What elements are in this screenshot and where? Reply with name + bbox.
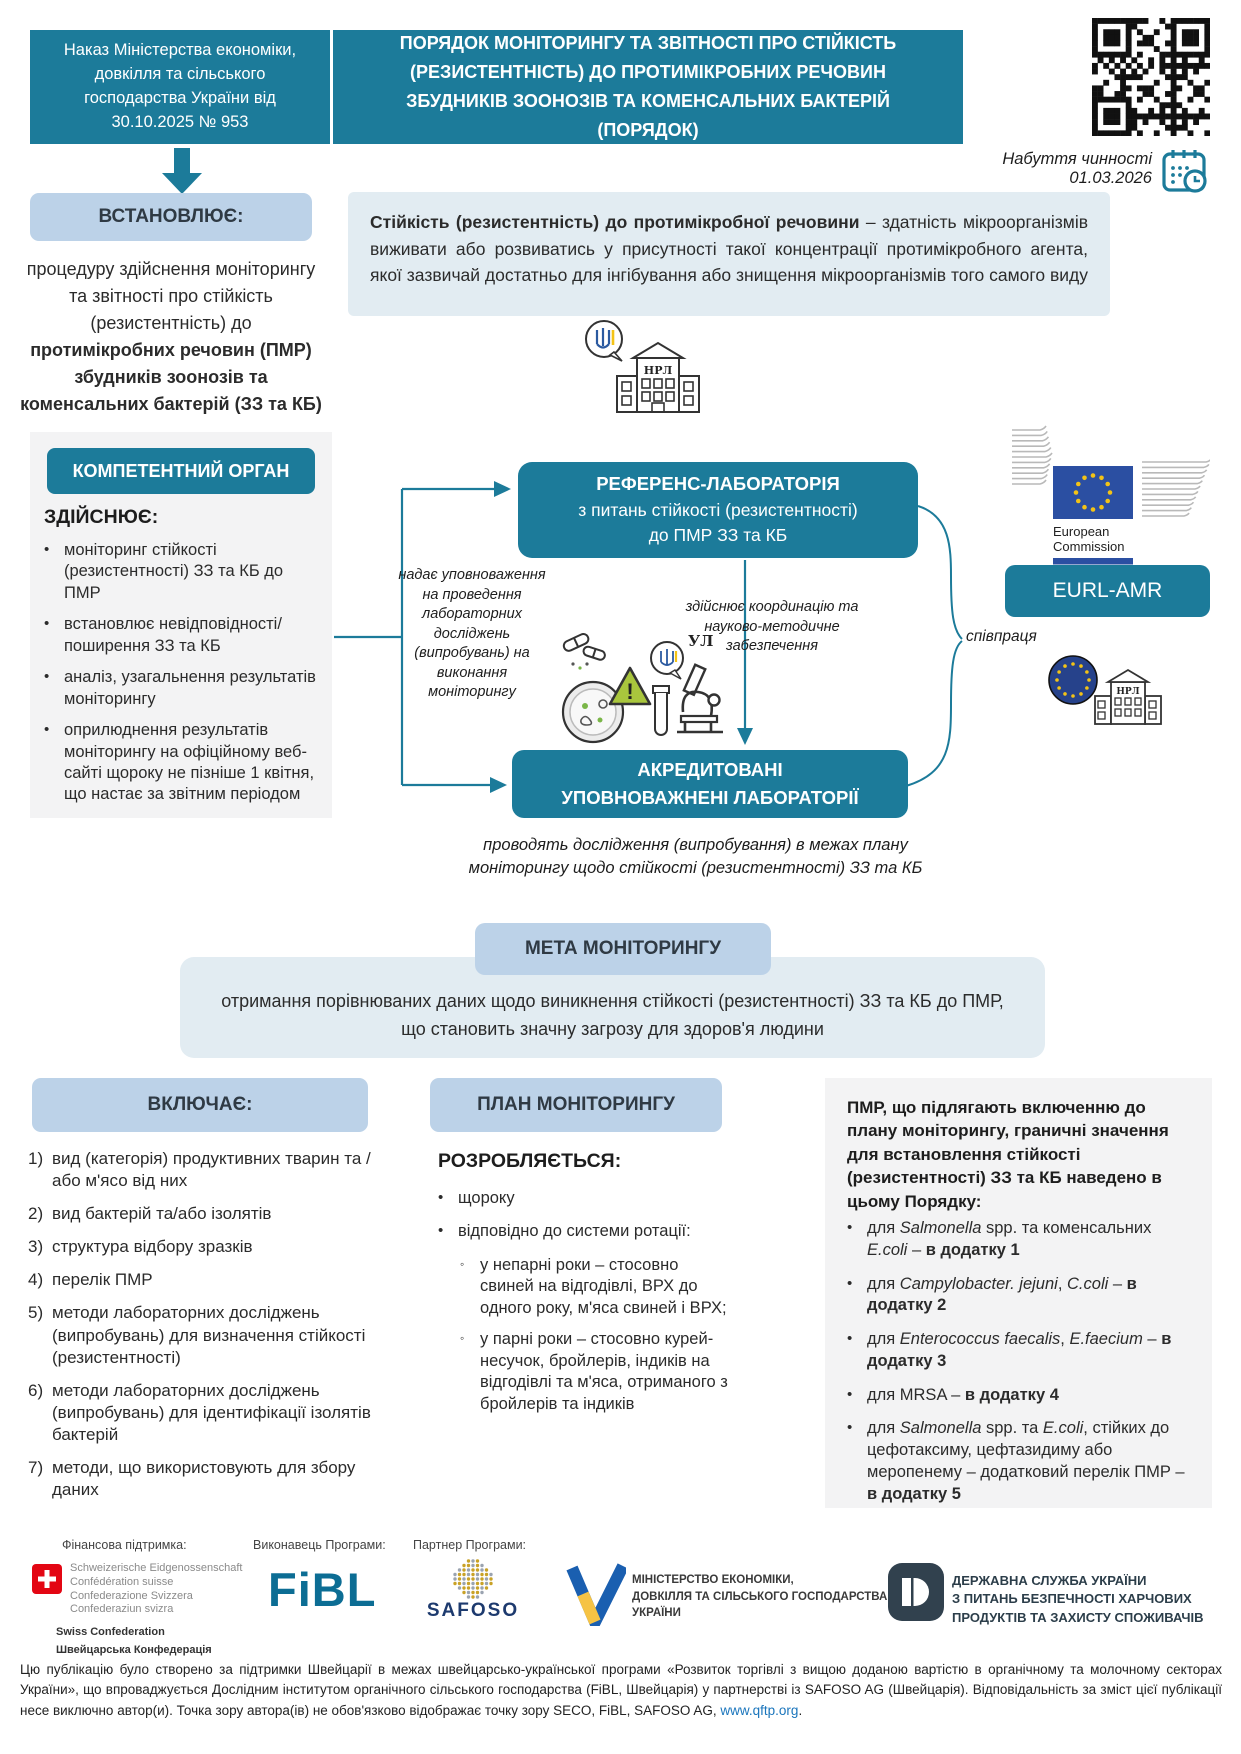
plan-heading-label: ПЛАН МОНІТОРИНГУ — [477, 1094, 675, 1115]
establishes-text-bold: протимікробних речовин (ПМР) збудників зоонозів та коменсальних бактерій (ЗЗ та КБ) — [20, 340, 322, 414]
competent-subtitle: ЗДІЙСНЮЄ: — [44, 506, 159, 528]
accredited-labs-line2: УПОВНОВАЖНЕНІ ЛАБОРАТОРІЇ — [561, 787, 859, 808]
bullet-marker: • — [44, 721, 50, 739]
includes-list-item: 1) вид (категорія) продуктивних тварин та / або м'ясо від них — [28, 1149, 371, 1191]
plan-sub-bullet: ◦ у непарні роки – стосовно свиней на відгодівлі, ВРХ до одного року, м'яса свиней і ВРХ; — [460, 1255, 727, 1317]
ec-label-line2: Commission — [1053, 539, 1125, 554]
page-title-box — [333, 30, 963, 144]
swiss-confederation-lines — [70, 1562, 260, 1617]
amr-list-item: • для Campylobacter. jejuni, C.coli – в додатку 2 — [847, 1274, 1137, 1315]
laboratory-icons — [555, 628, 730, 748]
goal-heading-label: МЕТА МОНІТОРИНГУ — [524, 938, 722, 959]
swiss-flag-icon — [32, 1564, 62, 1594]
ministry-logo-icon — [562, 1560, 626, 1626]
bullet-marker: • — [44, 668, 50, 686]
bullet-marker: 1) — [28, 1149, 44, 1168]
effective-date-label: Набуття чинності — [1002, 150, 1152, 168]
bullet-marker: 3) — [28, 1237, 44, 1257]
establishes-heading — [30, 193, 312, 241]
qr-code — [1092, 18, 1210, 136]
bullet-marker: 5) — [28, 1303, 44, 1323]
bullet-marker: ◦ — [460, 1331, 465, 1346]
swiss-line: Schweizerische Eidgenossenschaft — [70, 1562, 243, 1574]
establishes-paragraph — [20, 256, 322, 418]
european-commission-logo — [1010, 424, 1210, 574]
ministry-line3: УКРАЇНИ — [632, 1607, 681, 1620]
bullet-marker: • — [847, 1419, 853, 1437]
ministry-line2: ДОВКІЛЛЯ ТА СІЛЬСЬКОГО ГОСПОДАРСТВА — [632, 1590, 888, 1603]
ministry-text — [632, 1572, 892, 1622]
definition-rest: – здатність мікроорганізмів виживати або розвиватись у присутності такої концентрації протимікробного агента, якої зазвичай достатньо для інгібування або знищення мікроорганізмів того самого виду — [370, 212, 1088, 286]
plan-sub-bullet: ◦ у парні роки – стосовно курей-несучок, бройлерів, індиків на відгодівлі та м'яса, отриманого з бройлерів та індиків — [460, 1330, 728, 1413]
order-reference-text: Наказ Міністерства економіки, довкілля та сільського господарства України від 30.10.2025 № 953 — [63, 41, 297, 131]
safoso-logo: SAFOSO — [426, 1600, 520, 1621]
bullet-marker: • — [847, 1385, 853, 1403]
bullet-marker: 2) — [28, 1204, 44, 1224]
bullet-marker: • — [44, 541, 50, 558]
service-line2: З ПИТАНЬ БЕЗПЕЧНОСТІ ХАРЧОВИХ — [952, 1591, 1192, 1607]
includes-heading-label: ВКЛЮЧАЄ: — [147, 1094, 253, 1115]
amr-list-item: • для MRSA – в додатку 4 — [847, 1385, 1059, 1404]
disclaimer-text: Цю публікацію було створено за підтримки Швейцарії в межах швейцарсько-української програми «Розвиток торгівлі з вищою доданою вартістю в органічному та молочному секторах України», що впроваджується Дослідним інститутом органічного сільського господарства (FiBL, Швейцарія) у партнерстві із SAFOSO AG (Швейцарія). Відповідальність за зміст цієї публікації несе виключно автор(и). Точка зору автора(ів) не обов'язково відображає точку зору SECO, FiBL, SAFOSO AG, — [20, 1662, 1222, 1718]
disclaimer-suffix: . — [798, 1702, 803, 1718]
cooperation-label: співпраця — [966, 628, 1037, 645]
includes-list-item: 3) структура відбору зразків — [28, 1236, 373, 1258]
swiss-bold-line: Swiss Confederation — [56, 1626, 165, 1638]
bullet-marker: • — [44, 615, 50, 633]
ministry-line1: МІНІСТЕРСТВО ЕКОНОМІКИ, — [632, 1574, 794, 1586]
competent-list-item: • встановлює невідповідності/ поширення ЗЗ та КБ — [44, 615, 282, 655]
reference-lab-box — [518, 462, 918, 558]
swiss-confederation-bold — [56, 1624, 256, 1659]
disclaimer-paragraph — [20, 1660, 1222, 1721]
goal-heading — [475, 923, 771, 975]
swiss-bold-line: Швейцарська Конфедерація — [56, 1643, 212, 1656]
page-title: ПОРЯДОК МОНІТОРИНГУ ТА ЗВІТНОСТІ ПРО СТІЙКІСТЬ (РЕЗИСТЕНТНІСТЬ) ДО ПРОТИМІКРОБНИХ РЕЧОВИН ЗБУДНИКІВ ЗООНОЗІВ ТА КОМЕНСАЛЬНИХ БАКТЕРІЙ (ПОРЯДОК) — [399, 33, 897, 140]
ec-label-line1: European — [1053, 524, 1110, 539]
competent-list — [44, 540, 324, 816]
grants-note: надає уповноваження на проведення лабораторних досліджень (випробувань) на виконання моніторингу — [398, 567, 546, 701]
amr-header: ПМР, що підлягають включенню до плану моніторингу, граничні значення для встановлення стійкості (резистентності) ЗЗ та КБ наведено в цьому Порядку: — [847, 1098, 1169, 1211]
accredited-labs-note: проводять дослідження (випробування) в межах плану моніторингу щодо стійкості (резистентності) ЗЗ та КБ — [468, 836, 923, 878]
definition-box — [348, 192, 1110, 316]
service-line3: ПРОДУКТІВ ТА ЗАХИСТУ СПОЖИВАЧІВ — [952, 1609, 1204, 1625]
partner-label: Партнер Програми: — [413, 1538, 527, 1552]
effective-date-value: 01.03.2026 — [1069, 169, 1152, 187]
ul-label: УЛ — [688, 632, 714, 650]
header-down-arrow — [162, 148, 202, 194]
competent-authority-heading — [47, 448, 315, 494]
amr-list-item: • для Salmonella spp. та коменсальних E.coli – в додатку 1 — [847, 1219, 1152, 1259]
accredited-labs-line1: АКРЕДИТОВАНІ — [637, 759, 783, 781]
swiss-line: Confederazione Svizzera — [70, 1589, 193, 1602]
includes-list-item: 6) методи лабораторних досліджень (випробувань) для ідентифікації ізолятів бактерій — [28, 1380, 371, 1444]
includes-list-item: 7) методи, що використовують для збору даних — [28, 1458, 356, 1500]
reference-lab-line2: з питань стійкості (резистентності) — [578, 500, 858, 521]
coordination-note: здійснює координацію та науково-методичне забезпечення — [685, 599, 859, 655]
effective-date-block — [930, 150, 1152, 188]
establishes-text-normal: процедуру здійснення моніторингу та звітності про стійкість (резистентність) до — [26, 259, 316, 333]
competent-list-item: • аналіз, узагальнення результатів моніторингу — [44, 668, 316, 708]
includes-list — [28, 1148, 373, 1512]
plan-heading — [430, 1078, 722, 1132]
bullet-marker: 6) — [28, 1380, 44, 1400]
plan-sub-list — [438, 1255, 728, 1415]
goal-text: отримання порівнюваних даних щодо виникнення стійкості (резистентності) ЗЗ та КБ до ПМР, що становить значну загрозу для здоров'я людини — [221, 990, 1004, 1039]
reference-lab-line1: РЕФЕРЕНС-ЛАБОРАТОРІЯ — [596, 473, 840, 495]
plan-bullet-1: • щороку — [438, 1189, 515, 1207]
includes-list-item: 4) перелік ПМР — [28, 1269, 373, 1291]
reference-lab-line3: до ПМР ЗЗ та КБ — [648, 525, 788, 546]
food-safety-service-text — [952, 1572, 1214, 1627]
executor-label: Виконавець Програми: — [253, 1538, 386, 1552]
bullet-marker: • — [438, 1189, 444, 1206]
includes-list-item: 5) методи лабораторних досліджень (випробувань) для визначення стійкості (резистентності) — [28, 1303, 366, 1367]
includes-heading — [32, 1078, 368, 1132]
plan-list — [438, 1188, 728, 1425]
service-line1: ДЕРЖАВНА СЛУЖБА УКРАЇНИ — [952, 1573, 1147, 1588]
amr-list-item: • для Salmonella spp. та E.coli, стійких до цефотаксиму, цефтазидиму або меропенему – додатковий перелік ПМР – в додатку 5 — [847, 1419, 1185, 1503]
bullet-marker: • — [847, 1219, 853, 1236]
bullet-marker: • — [847, 1274, 853, 1292]
accredited-labs-box — [512, 750, 908, 818]
competent-list-item: • моніторинг стійкості (резистентності) ЗЗ та КБ до ПМР — [44, 541, 284, 602]
bullet-marker: 4) — [28, 1270, 44, 1290]
calendar-clock-icon — [1160, 147, 1210, 195]
bullet-marker: • — [438, 1222, 444, 1240]
fibl-logo: FiBL — [268, 1563, 377, 1616]
amr-list-item: • для Enterococcus faecalis, E.faecium – в додатку 3 — [847, 1330, 1172, 1370]
bullet-marker: • — [847, 1330, 853, 1348]
swiss-line: Confédération suisse — [70, 1575, 174, 1588]
competent-authority-label: КОМПЕТЕНТНИЙ ОРГАН — [72, 460, 290, 481]
nrl-small-label: НРЛ — [1116, 687, 1140, 697]
competent-list-item: • оприлюднення результатів моніторингу на офіційному веб-сайті щороку не пізніше 1 квітня, що настає за звітним періодом — [44, 721, 315, 804]
svg-text:!: ! — [626, 679, 634, 704]
nrl-label: НРЛ — [643, 364, 673, 377]
support-label: Фінансова підтримка: — [62, 1538, 187, 1552]
eu-nrl-cooperation-icon — [1045, 648, 1185, 748]
nrl-building-icon — [583, 318, 701, 420]
plan-bullet-2: • відповідно до системи ротації: — [438, 1222, 691, 1241]
swiss-line: Confederaziun svizra — [70, 1603, 174, 1616]
bullet-marker: ◦ — [460, 1256, 465, 1271]
eurl-amr-box — [1005, 565, 1210, 617]
eurl-amr-label: EURL-AMR — [1052, 579, 1163, 602]
qftp-link[interactable]: www.qftp.org — [720, 1702, 799, 1718]
bullet-marker: 7) — [28, 1458, 44, 1478]
amr-list — [847, 1218, 1193, 1517]
plan-subtitle: РОЗРОБЛЯЄТЬСЯ: — [438, 1150, 622, 1172]
definition-term: Стійкість (резистентність) до протимікробної речовини — [370, 212, 860, 232]
order-reference-box — [30, 30, 330, 144]
safoso-globe-icon — [452, 1558, 494, 1600]
includes-list-item: 2) вид бактерій та/або ізолятів — [28, 1203, 373, 1225]
food-safety-service-logo-icon — [888, 1563, 944, 1621]
establishes-heading-label: ВСТАНОВЛЮЄ: — [98, 206, 244, 227]
